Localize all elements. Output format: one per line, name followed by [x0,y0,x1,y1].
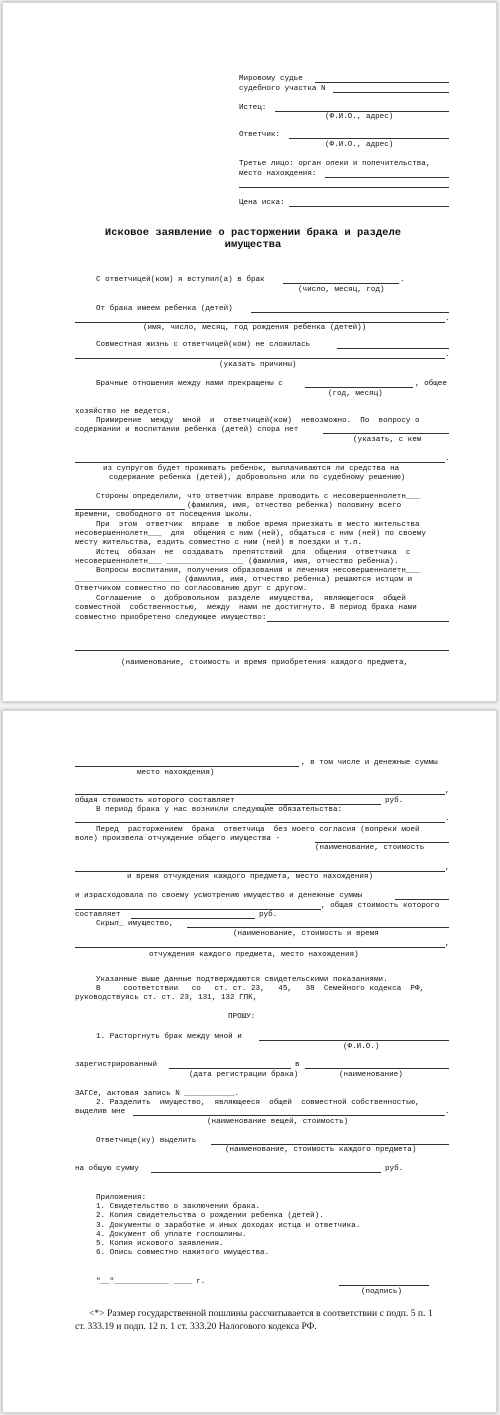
fill-in-line [169,1068,291,1069]
fill-in-line [259,1040,449,1041]
body-hint: (имя, число, месяц, год рождения ребенка (детей)) [143,324,367,332]
fill-in-line [315,842,449,843]
appendix-item: 2. Копия свидетельства о рождении ребенка (детей). [96,1212,324,1220]
fill-in-line [75,322,445,323]
appendix-item: 3. Документы о заработке и иных доходах истца и ответчика. [96,1222,361,1230]
document-page-2: , в том числе и денежные суммы место нахождения) , общая стоимость которого составляет руб. В период брака у нас возникли следующие обязательства: . Перед расторжением брака ответчица без моего согласия (вопреки моей воле) произвела отчуждение общего имущества - (наименование, стоимость , и время отчуждения каждого предмета, место нахождения) и израсходовала по своему усмотрению имущество и денежные суммы , общая стоимость которого составляет руб. Скрыл_ имущество, (наименование, стоимость и время , отчуждения каждого предмета, место нахождения) Указанные выше данные подтверждаются свидетельскими показаниями. В соответствии со ст. ст. 23, 45, 38 Семейного кодекса РФ, руководствуясь ст. ст. 23, 131, 132 ГПК, ПРОШУ: 1. Расторгнуть брак между мной и (Ф.И.О.) зарегистрированный в (дата регистрации брака) (наименование) ЗАГСе, актовая запись N ___________. 2. Разделить имущество, являющееся общей совместной собственностью, выделив мне . (наименование вещей, стоимость) Ответчице(ку) выделить (наименование, стоимость каждого предмета) на общую сумму руб. Приложения: 1. Свидетельство о заключении брака. 2. Копия свидетельства о рождении ребенка (детей). 3. Документы о заработке и иных доходах истца и ответчика. 4. Документ об уплате госпошлины. 5. Копия искового заявления. 6. Опись совместно нажитого имущества. "__"____________ ____ г. (подпись) <*> Размер государственной пошлины рассчитывается в соответствии с подп. 5 п. 1 ст. 333.19 и подп. 12 п. 1 ст. 333.20 Налогового кодекса РФ. [2,710,497,1413]
footnote: ст. 333.19 и подп. 12 п. 1 ст. 333.20 Налогового кодекса РФ. [75,1321,317,1332]
body-line: Вопросы воспитания, получения образования и лечения несовершеннолетн___ [96,567,420,575]
body-line: Соглашение о добровольном разделе имущества, являющегося общей [96,595,406,603]
fill-in-line [187,927,449,928]
appendix-item: 4. Документ об уплате госпошлины. [96,1231,247,1239]
body-hint: и время отчуждения каждого предмета, место нахождения) [127,873,374,881]
header-district: судебного участка N [239,85,326,93]
fill-in-line [283,283,399,284]
body-hint: (наименование, стоимость [315,844,425,852]
body-hint: (указать, с кем [353,436,422,444]
body-line: , общая стоимость которого [321,902,440,910]
fill-in-line [75,766,299,767]
section-prosu: ПРОШУ: [228,1013,256,1021]
body-line: несовершеннолетн___ для общения с ним (ней), общаться с ним (ней) по своему [75,530,426,538]
fill-in-line [395,899,449,900]
body-hint: (наименование, стоимость и время [233,930,379,938]
body-hint: (Ф.И.О.) [343,1043,380,1051]
body-hint: отчуждения каждого предмета, место нахождения) [149,951,359,959]
fill-in-line [75,871,445,872]
document-title-line-1: Исковое заявление о расторжении брака и разделе [104,227,402,239]
fill-in-line [305,387,413,388]
fill-in-line [265,804,381,805]
header-plaintiff: Истец: [239,104,267,112]
fill-in-line [75,509,185,510]
fill-in-line [267,621,449,622]
fill-in-line [337,348,449,349]
fill-in-line [75,909,321,910]
body-line: времени, свободного от посещения школы. [75,511,253,519]
request-item: ЗАГСе, актовая запись N ___________. [75,1090,240,1098]
body-line: Указанные выше данные подтверждаются свидетельскими показаниями. [96,976,388,984]
header-fio-hint-1: (Ф.И.О., адрес) [325,113,394,121]
request-item: на общую сумму [75,1165,139,1173]
body-hint: место нахождения) [137,769,215,777]
body-line: В период брака у нас возникли следующие обязательства: [96,806,343,814]
footnote: <*> Размер государственной пошлины рассчитывается в соответствии с подп. 5 п. 1 [89,1308,433,1319]
request-item: 2. Разделить имущество, являющееся общей совместной собственностью, [96,1099,420,1107]
appendix-item: 1. Свидетельство о заключении брака. [96,1203,261,1211]
body-line: содержании и воспитании ребенка (детей) спора нет [75,426,299,434]
request-item: Ответчице(ку) выделить [96,1137,197,1145]
body-line: Примирение между мной и ответчицей(ком) невозможно. По вопросу о [96,417,420,425]
body-hint: (наименование вещей, стоимость) [207,1118,349,1126]
date-field: "__"____________ ____ г. [96,1278,206,1286]
fill-in-line [75,822,445,823]
request-item: выделив мне [75,1108,126,1116]
body-hint: (наименование, стоимость и время приобретения каждого предмета, [121,659,409,667]
fill-in-line [289,138,449,139]
appendix-item: 5. Копия искового заявления. [96,1240,224,1248]
fill-in-line [251,312,449,313]
fill-in-line [289,206,449,207]
body-line: В соответствии со ст. ст. 23, 45, 38 Семейного кодекса РФ, [96,985,425,993]
body-hint: (указать причины) [219,361,297,369]
header-third-party-1: Третье лицо: орган опеки и попечительства, [239,160,431,168]
body-line: _______________________ (фамилия, имя, отчество ребенка) решаются истцом и [75,576,413,584]
body-line: хозяйство не ведется. [75,408,171,416]
fill-in-line [239,187,449,188]
body-line: Скрыл_ имущество, [96,920,174,928]
body-hint: (дата регистрации брака) [189,1071,299,1079]
fill-in-line [151,1172,381,1173]
body-line: Брачные отношения между нами прекращены с [96,380,283,388]
body-hint: (наименование, стоимость каждого предмета) [225,1146,417,1154]
document-page-1: Мировому судье судебного участка N Истец: (Ф.И.О., адрес) Ответчик: (Ф.И.О., адрес) Третье лицо: орган опеки и попечительства, место нахождения: Цена иска: Исковое заявление о расторжении брака и разделе имущества С ответчицей(ком) я вступил(а) в брак . (число, месяц, год) От брака имеем ребенка (детей) . (имя, число, месяц, год рождения ребенка (детей)) Совместная жизнь с ответчицей(ком) не сложилась . (указать причины) Брачные отношения между нами прекращены с , общее (год, месяц) хозяйство не ведется. Примирение между мной и ответчицей(ком) невозможно. По вопросу о содержании и воспитании ребенка (детей) спора нет (указать, с кем . из супругов будет проживать ребенок, выплачиваются ли средства на содержание ребенка (детей), добровольно или по судебному решению) Стороны определили, что ответчик вправе проводить с несовершеннолетн___ (фамилия, имя, отчество ребенка) половину всего времени, свободного от посещения школы. При этом ответчик вправе в любое время приезжать в место жительства несовершеннолетн___ для общения с ним (ней), общаться с ним (ней) по своему месту жительства, ездить совместно с ним (ней) в поездки и т.п. Истец обязан не создавать препятствий для общения ответчика с несовершеннолетн___ _________________ (фамилия, имя, отчество ребенка). Вопросы воспитания, получения образования и лечения несовершеннолетн___ _______________________ (фамилия, имя, отчество ребенка) решаются истцом и Ответчиком совместно по согласованию друг с другом. Соглашение о добровольном разделе имущества, являющегося общей совместной собственностью, между нами не достигнуто. В период брака нами совместно приобретено следующее имущество: (наименование, стоимость и время приобретения каждого предмета, [2,2,497,702]
body-line: несовершеннолетн___ _________________ (фамилия, имя, отчество ребенка). [75,558,399,566]
fill-in-line [75,947,445,948]
body-line: воле) произвела отчуждение общего имущества - [75,835,281,843]
header-third-party-2: место нахождения: [239,170,317,178]
body-line: совместной собственностью, между нами не достигнуто. В период брака нами [75,604,417,612]
body-line: руководствуясь ст. ст. 23, 131, 132 ГПК, [75,994,258,1002]
fill-in-line [339,1285,429,1286]
body-line: Ответчиком совместно по согласованию друг с другом. [75,585,308,593]
header-claim-price: Цена иска: [239,199,285,207]
appendix-item: 6. Опись совместно нажитого имущества. [96,1249,270,1257]
request-item: зарегистрированный [75,1061,158,1069]
body-line: При этом ответчик вправе в любое время приезжать в место жительства [96,521,420,529]
body-line: содержание ребенка (детей), добровольно или по судебному решению) [109,474,406,482]
fill-in-line [75,650,449,651]
fill-in-line [131,918,255,919]
fill-in-line [305,1068,449,1069]
fill-in-line [75,358,445,359]
fill-in-line [325,177,449,178]
header-defendant: Ответчик: [239,131,281,139]
fill-in-line [75,794,445,795]
body-hint: (год, месяц) [328,390,383,398]
header-fio-hint-2: (Ф.И.О., адрес) [325,141,394,149]
body-line: От брака имеем ребенка (детей) [96,305,233,313]
fill-in-line [133,1115,445,1116]
body-line: из супругов будет проживать ребенок, выплачиваются ли средства на [103,465,400,473]
body-line: общая стоимость которого составляет [75,797,235,805]
request-item: 1. Расторгнуть брак между мной и [96,1033,242,1041]
body-line: Стороны определили, что ответчик вправе проводить с несовершеннолетн___ [96,493,420,501]
body-line: Истец обязан не создавать препятствий для общения ответчика с [96,549,411,557]
body-line: Перед расторжением брака ответчица без моего согласия (вопреки моей [96,826,420,834]
body-line: совместно приобретено следующее имущество: [75,614,267,622]
body-line: составляет [75,911,121,919]
fill-in-line [275,111,449,112]
appendix-title: Приложения: [96,1194,147,1202]
body-hint: (наименование) [339,1071,403,1079]
fill-in-line [211,1144,449,1145]
body-hint: (число, месяц, год) [298,286,385,294]
body-line: Совместная жизнь с ответчицей(ком) не сложилась [96,341,311,349]
fill-in-line [333,92,449,93]
fill-in-line [323,433,449,434]
body-line: С ответчицей(ком) я вступил(а) в брак [96,276,265,284]
body-line: и израсходовала по своему усмотрению имущество и денежные суммы [75,892,363,900]
signature-hint: (подпись) [361,1288,403,1296]
document-title-line-2: имущества [224,239,282,251]
body-line: , в том числе и денежные суммы [301,759,438,767]
fill-in-line [315,82,449,83]
fill-in-line [75,462,445,463]
body-line: месту жительства, ездить совместно с ним (ней) в поездки и т.п. [75,539,363,547]
header-judge: Мировому судье [239,75,303,83]
body-line: (фамилия, имя, отчество ребенка) половину всего [187,502,402,510]
